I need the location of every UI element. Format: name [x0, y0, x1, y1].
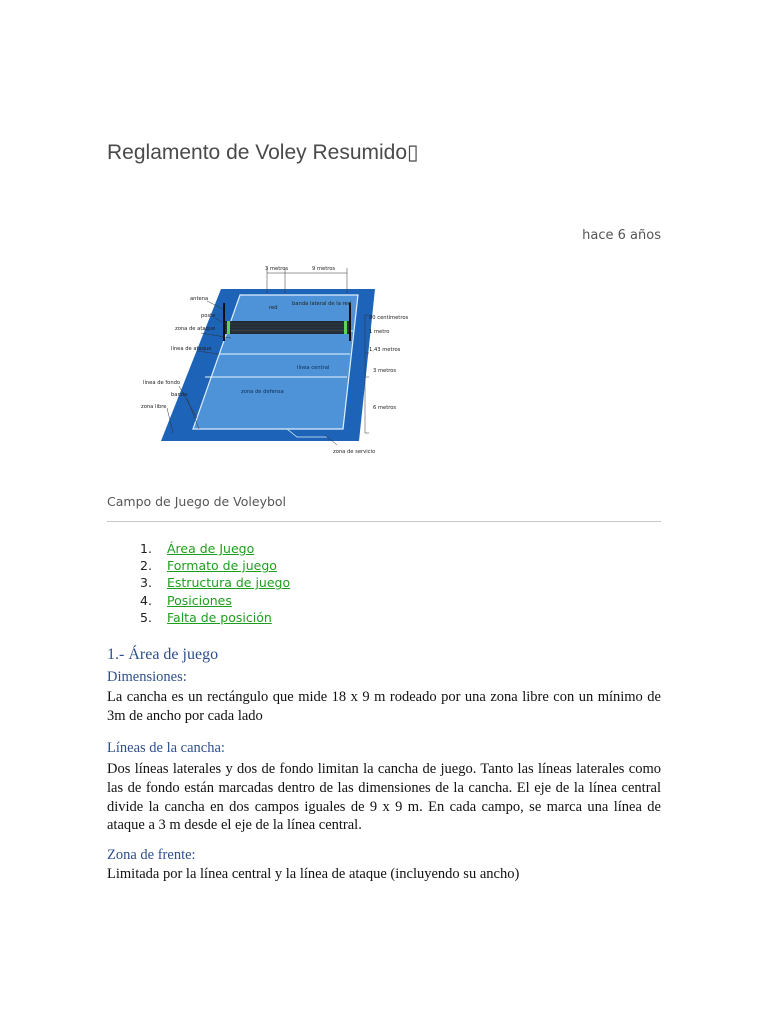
toc-link-posiciones[interactable]: Posiciones: [167, 592, 232, 608]
label-zona-servicio: zona de servicio: [333, 449, 376, 455]
label-banda: banda: [171, 392, 188, 398]
toc-link-formato-de-juego[interactable]: Formato de juego: [167, 558, 277, 574]
label-banda-lateral: banda lateral de la red: [292, 301, 352, 307]
label-linea-fondo: línea de fondo: [143, 380, 181, 386]
label-linea-central: línea central: [297, 365, 330, 371]
toc-item: 3. Estructura de juego: [140, 575, 291, 591]
page-title: Reglamento de Voley Resumido▯: [107, 141, 419, 164]
toc-link-estructura-de-juego[interactable]: Estructura de juego: [167, 575, 291, 591]
figure-caption: Campo de Juego de Voleybol: [107, 494, 287, 509]
label-3-metros-top: 3 metros: [265, 266, 289, 272]
section-heading: 1.- Área de juego: [107, 646, 219, 663]
divider: [107, 521, 661, 522]
label-linea-ataque: línea de ataque: [171, 346, 212, 352]
volleyball-court-figure: [137, 253, 419, 475]
label-80-centimetros: 80 centímetros: [369, 315, 409, 321]
toc-item: 5. Falta de posición: [140, 609, 272, 625]
lineas-paragraph: Dos líneas laterales y dos de fondo limitan la cancha de juego. Tanto las líneas laterales como las de fondo están marcadas dentro de las dimensiones de la cancha. El eje de la línea central divide la cancha en dos campos iguales de 9 x 9 m. En cada campo, se marca una línea de ataque a 3 m desde el eje de la línea central.: [107, 761, 661, 834]
toc-item: 4. Posiciones: [140, 592, 232, 608]
label-9-metros: 9 metros: [312, 266, 336, 272]
toc-link-area-de-juego[interactable]: Área de Juego: [167, 541, 255, 556]
dimensiones-paragraph: La cancha es un rectángulo que mide 18 x 9 m rodeado por una zona libre con un mínimo de 3m de ancho por cada lado: [107, 689, 661, 724]
toc-link-falta-de-posicion[interactable]: Falta de posición: [167, 609, 272, 625]
label-zona-defensa: zona de defensa: [241, 389, 284, 395]
zona-frente-heading: Zona de frente:: [107, 847, 196, 863]
lineas-heading: Líneas de la cancha:: [107, 740, 225, 756]
label-poste: poste: [201, 313, 216, 319]
label-antena: antena: [190, 296, 209, 302]
post-date: hace 6 años: [582, 228, 661, 243]
table-of-contents: [140, 540, 290, 626]
label-6-metros: 6 metros: [373, 405, 397, 411]
dimensiones-heading: Dimensiones:: [107, 669, 187, 685]
label-zona-libre: zona libre: [141, 404, 167, 410]
label-red: red: [269, 305, 278, 311]
label-zona-ataque: zona de ataque: [175, 326, 216, 332]
toc-item: 1. Área de Juego: [140, 541, 255, 556]
label-1-43-metros: 1,43 metros: [369, 347, 401, 353]
label-1-metro: 1 metro: [369, 329, 390, 335]
net: [225, 321, 349, 334]
toc-item: 2. Formato de juego: [140, 558, 277, 574]
label-3-metros-side: 3 metros: [373, 368, 397, 374]
zona-frente-paragraph: Limitada por la línea central y la línea de ataque (incluyendo su ancho): [107, 866, 520, 882]
